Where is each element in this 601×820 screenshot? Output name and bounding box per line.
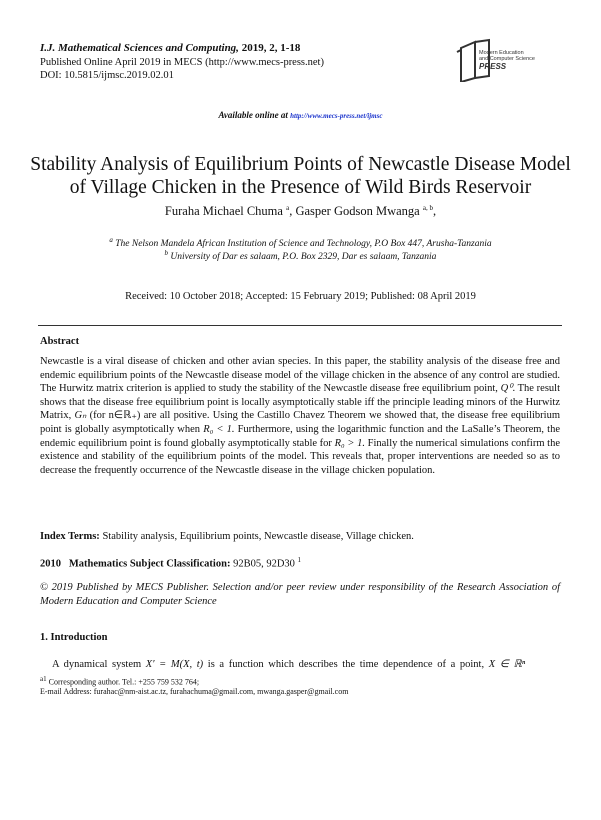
journal-issue: 2019, 2, 1-18 bbox=[241, 42, 301, 54]
text: Stability analysis, Equilibrium points, Newcastle disease, Village chicken. bbox=[102, 531, 414, 542]
label: Index Terms: bbox=[40, 531, 100, 542]
text: is a function which describes the time dependence of a point, bbox=[207, 659, 485, 670]
journal-link[interactable]: http://www.mecs-press.net/ijmsc bbox=[290, 112, 383, 120]
introduction-text bbox=[40, 658, 560, 672]
footnote-mark: a1 bbox=[40, 675, 47, 683]
msc-classification bbox=[40, 554, 560, 571]
affiliation bbox=[0, 249, 601, 262]
logo-text-line: Modern Education bbox=[479, 50, 524, 56]
math: Gₙ bbox=[74, 410, 87, 422]
text: Newcastle is a viral disease of chicken and other avian species. In this paper, the stability analysis of the disease free and endemic equilibrium points of the Newcastle disease model of the village chicken in the absence of any control are studied. The Hurwitz matrix criterion is applied to study the stability of the Newcastle disease free equilibrium point, bbox=[40, 356, 560, 395]
separator: , bbox=[289, 204, 296, 219]
affil-sup: b bbox=[164, 249, 169, 257]
journal-name: I.J. Mathematical Sciences and Computing, bbox=[40, 42, 239, 54]
separator: , bbox=[432, 204, 437, 219]
abstract-text bbox=[40, 355, 560, 477]
journal-header bbox=[40, 42, 300, 55]
author-sup: a bbox=[286, 204, 290, 212]
footnote-mark: 1 bbox=[297, 556, 302, 564]
introduction-heading: 1. Introduction bbox=[40, 632, 108, 643]
authors bbox=[0, 204, 601, 219]
author: Furaha Michael Chuma bbox=[164, 204, 283, 219]
logo-text-press: PRESS bbox=[479, 62, 507, 71]
text: Furthermore, using the logarithmic function and the LaSalle’s Theorem, the endemic equilibrium point is found globally asymptotically stable for bbox=[40, 423, 561, 449]
author-sup: a, b bbox=[422, 204, 433, 212]
affil-text: The Nelson Mandela African Institution of Science and Technology, P.O Box 447, Arusha-Tanzania bbox=[115, 239, 492, 250]
available-label: Available online at bbox=[218, 110, 288, 120]
text: . The result shows that the disease free equilibrium point is locally asymptotically stable iff the principle leading minors of the Hurwitz Matrix, bbox=[40, 383, 561, 422]
copyright: © 2019 Published by MECS Publisher. Selection and/or peer review under responsibility of the Research Association of Modern Education and Computer Science bbox=[40, 582, 560, 607]
affil-text: University of Dar es salaam, P.O. Box 2329, Dar es salaam, Tanzania bbox=[170, 252, 437, 263]
math: X ∈ ℝⁿ bbox=[488, 659, 526, 670]
label: 2010 Mathematics Subject Classification: bbox=[40, 558, 231, 570]
math: X′ = M(X, t) bbox=[145, 659, 204, 670]
affiliation bbox=[0, 236, 601, 249]
text: Finally the numerical simulations confirm the existence and stability of the equilibrium points of the model. This reveals that, proper interventions are needed so as to decrease the frequently occurrence of the Newcastle disease in the village chicken population. bbox=[40, 437, 561, 476]
text: Corresponding author. Tel.: +255 759 532 764; bbox=[48, 677, 200, 687]
abstract-heading: Abstract bbox=[40, 336, 80, 347]
math: R₀ > 1. bbox=[334, 437, 365, 449]
math: Q⁰ bbox=[500, 383, 513, 395]
index-terms bbox=[40, 530, 560, 544]
paper-title bbox=[20, 153, 581, 199]
author: Gasper Godson Mwanga bbox=[295, 204, 420, 219]
doi: DOI: 10.5815/ijmsc.2019.02.01 bbox=[40, 70, 174, 81]
title-line: Stability Analysis of Equilibrium Points of Newcastle Disease Model bbox=[30, 154, 571, 175]
math: R₀ < 1. bbox=[203, 423, 235, 435]
received-dates: Received: 10 October 2018; Accepted: 15 February 2019; Published: 08 April 2019 bbox=[125, 291, 476, 302]
footnote-email: E-mail Address: furahac@nm-aist.ac.tz, furahachuma@gmail.com, mwanga.gasper@gmail.com bbox=[40, 687, 349, 696]
text: A dynamical system bbox=[52, 659, 142, 670]
text: (for n∈ℝ₊) are all positive. Using the Castillo Chavez Theorem we showed that, the disease free equilibrium point is globally asymptotically when bbox=[40, 410, 561, 435]
mecs-press-logo bbox=[455, 38, 565, 82]
divider bbox=[38, 325, 562, 326]
available-online bbox=[0, 110, 601, 120]
published-line: Published Online April 2019 in MECS (http://www.mecs-press.net) bbox=[40, 57, 324, 68]
title-line: of Village Chicken in the Presence of Wild Birds Reservoir bbox=[69, 177, 532, 198]
text: 92B05, 92D30 bbox=[233, 558, 295, 570]
logo-text-line: and Computer Science bbox=[479, 56, 535, 62]
affil-sup: a bbox=[109, 236, 113, 244]
